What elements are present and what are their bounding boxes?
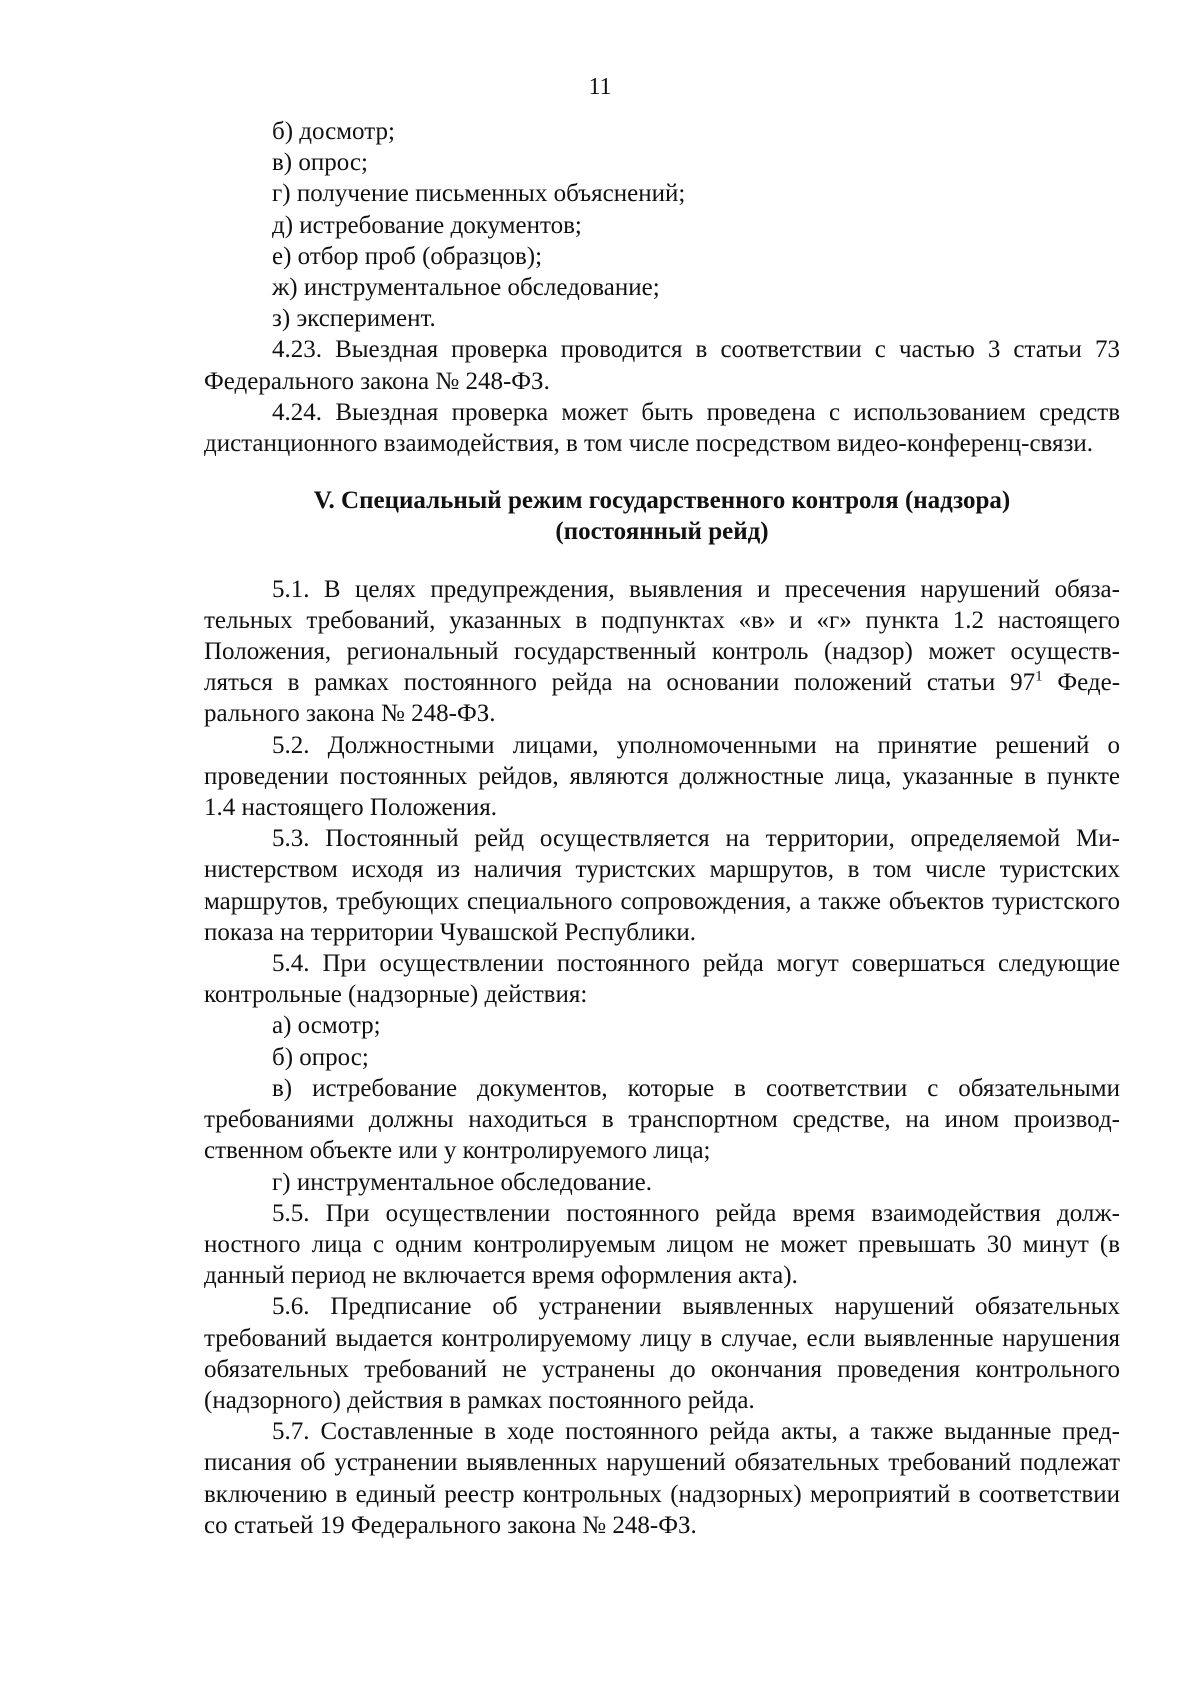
paragraph-5-2: 5.2. Должностными лицами, уполномоченными на принятие решений о проведении постоянных рейдов, являются должностные лица, указанные в пункте 1.4 настоящего Положения.: [204, 731, 1120, 822]
paragraph-5-5: 5.5. При осуществлении постоянного рейда время взаимодействия должностного лица с одним контролируемым лицом не может превышать 30 минут (в данный период не включается время оформления акта).: [204, 1199, 1120, 1290]
paragraph-5-3: 5.3. Постоянный рейд осуществляется на территории, определяемой Министерством исходя из наличия туристских маршрутов, в том числе туристских маршрутов, требующих специального сопровождения, а также объектов туристского показа на территории Чувашской Республики.: [204, 825, 1120, 946]
list-item: е) отбор проб (образцов);: [272, 242, 543, 270]
paragraph-5-4: 5.4. При осуществлении постоянного рейда могут совершаться следующие контрольные (надзорные) действия:: [204, 950, 1120, 1009]
document-body: [204, 116, 1120, 1541]
paragraph-4-24: 4.24. Выездная проверка может быть проведена с использованием средств дистанционного взаимодействия, в том числе посредством видео-конференц-связи.: [204, 398, 1120, 458]
section-heading: [204, 485, 1120, 547]
list-item: в) опрос;: [272, 149, 368, 177]
list-item: д) истребование документов;: [272, 211, 582, 239]
list-item: б) опрос;: [272, 1043, 369, 1071]
paragraph-4-23: 4.23. Выездная проверка проводится в соответствии с частью 3 статьи 73 Федерального закона № 248-ФЗ.: [204, 336, 1120, 395]
list-item: в) истребование документов, которые в соответствии с обязательными требованиями должны находиться в транспортном средстве, на ином производственном объекте или у контролируемого лица;: [204, 1074, 1120, 1165]
list-item: ж) инструментальное обследование;: [272, 274, 660, 302]
paragraph-5-1-tail: Федерального закона № 248-ФЗ.: [204, 669, 1121, 728]
paragraph-5-1-text: 5.1. В целях предупреждения, выявления и пресечения нарушений обязательных требований, указанных в подпунктах «в» и «г» пункта 1.2 настоящего Положения, региональный государственный контроль (надзор) может осуществляться в рамках постоянного рейда на основании положений статьи 97: [204, 575, 1120, 697]
paragraph-5-7: 5.7. Составленные в ходе постоянного рейда акты, а также выданные предписания об устранении выявленных нарушений обязательных требований подлежат включению в единый реестр контрольных (надзорных) мероприятий в соответствии со статьей 19 Федерального закона № 248-ФЗ.: [204, 1418, 1120, 1539]
list-item: г) инструментальное обследование.: [272, 1168, 652, 1196]
list-item: з) эксперимент.: [272, 305, 436, 333]
paragraph-5-6: 5.6. Предписание об устранении выявленных нарушений обязательных требований выдается контролируемому лицу в случае, если выявленные нарушения обязательных требований не устранены до окончания проведения контрольного (надзорного) действия в рамках постоянного рейда.: [204, 1293, 1120, 1414]
paragraph-5-1: [204, 574, 1120, 730]
list-item: а) осмотр;: [272, 1012, 381, 1040]
list-item: б) досмотр;: [272, 118, 395, 145]
list-item: г) получение письменных объяснений;: [272, 180, 686, 208]
superscript: 1: [1035, 668, 1043, 685]
section-heading-line-1: V. Специальный режим государственного контроля (надзора): [313, 487, 1011, 515]
page-number: 11: [588, 74, 612, 100]
section-heading-line-2: (постоянный рейд): [555, 518, 769, 546]
